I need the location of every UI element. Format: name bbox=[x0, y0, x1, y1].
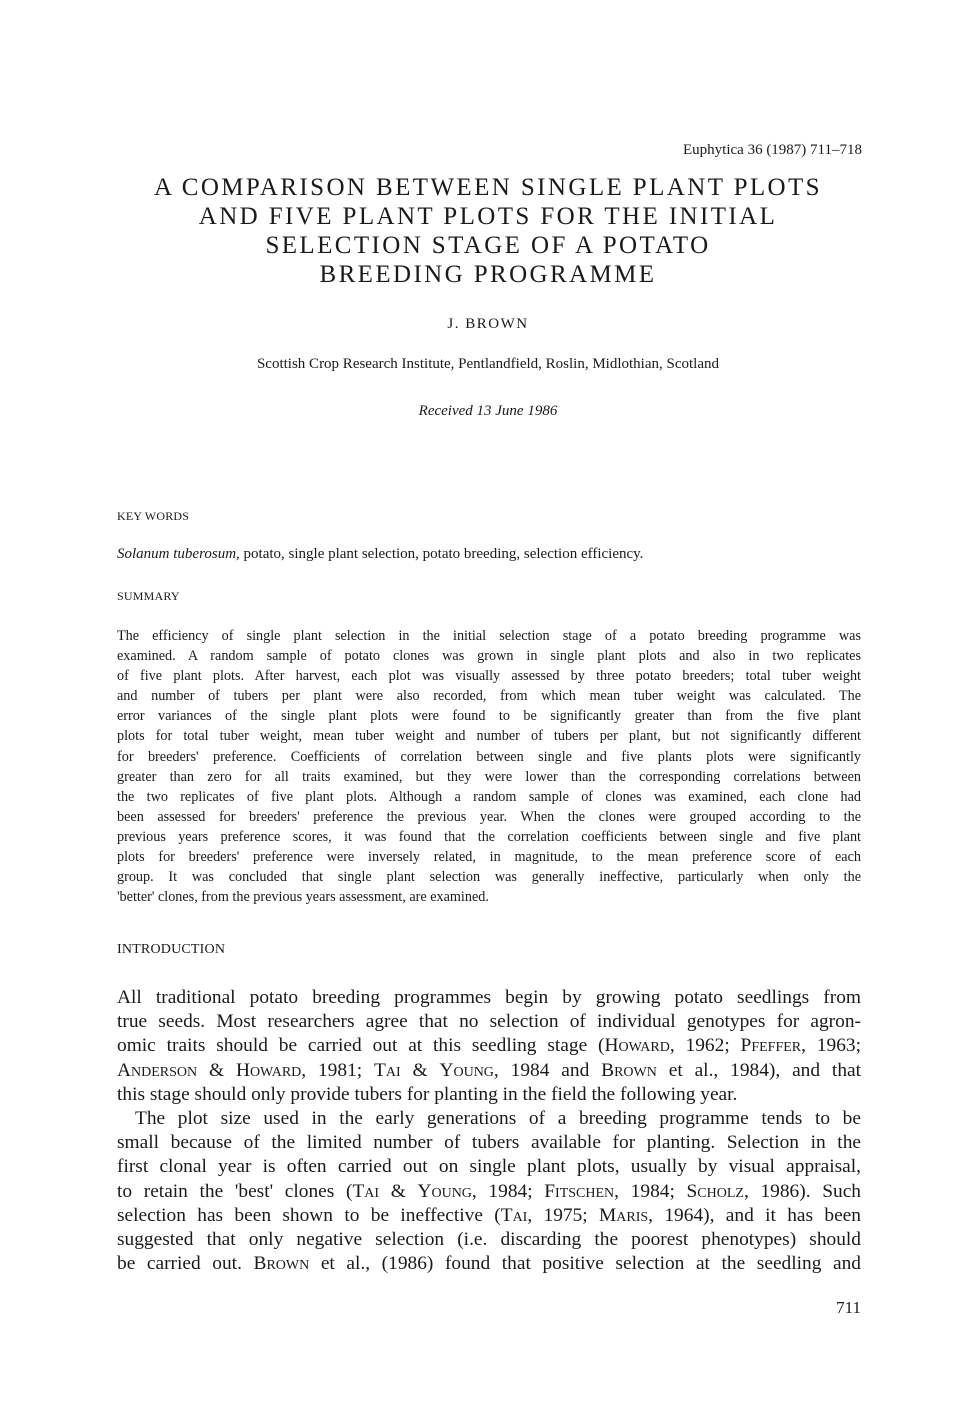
introduction-line bbox=[117, 1010, 861, 1034]
text-run: et al., (1986) found that positive selection at the seedling and bbox=[309, 1253, 861, 1275]
introduction-line bbox=[117, 1083, 861, 1107]
text-run: & bbox=[400, 1059, 440, 1081]
page-number: 711 bbox=[836, 1298, 861, 1317]
key-words bbox=[117, 546, 859, 563]
cited-author: Young bbox=[417, 1180, 472, 1202]
summary-heading: SUMMARY bbox=[117, 589, 180, 603]
text-run: All traditional potato breeding programmes begin by growing potato seedlings from bbox=[117, 987, 861, 1008]
summary-line: 'better' clones, from the previous years assessment, are examined. bbox=[117, 889, 489, 906]
introduction-line bbox=[117, 1204, 861, 1228]
introduction-line bbox=[117, 1155, 861, 1179]
introduction-line bbox=[117, 1059, 861, 1083]
title-line: SELECTION STAGE OF A POTATO bbox=[265, 232, 711, 259]
text-run: , 1981; bbox=[301, 1059, 375, 1081]
cited-author: Howard bbox=[604, 1035, 670, 1057]
text-run: , 1963; bbox=[801, 1035, 861, 1057]
introduction-line bbox=[117, 1180, 861, 1204]
text-run: , 1964), and it has been bbox=[648, 1204, 861, 1226]
text-run: true seeds. Most researchers agree that no selection of individual genotypes for agron- bbox=[117, 1011, 861, 1033]
key-words-heading: KEY WORDS bbox=[117, 509, 190, 523]
summary-line: for breeders' preference. Coefficients of correlation between single and five plants plots were significantly bbox=[117, 748, 861, 765]
text-run: , 1984 and bbox=[493, 1059, 602, 1081]
cited-author: Tai bbox=[374, 1059, 401, 1081]
key-words-species: Solanum tuberosum, bbox=[117, 546, 240, 562]
text-run: first clonal year is often carried out on single plant plots, usually by visual appraisal, bbox=[117, 1156, 861, 1178]
summary-line: error variances of the single plant plots were found to be significantly greater than from the five plant bbox=[117, 708, 861, 725]
affiliation: Scottish Crop Research Institute, Pentlandfield, Roslin, Midlothian, Scotland bbox=[256, 356, 720, 372]
summary-text bbox=[117, 626, 861, 907]
received-date: Received 13 June 1986 bbox=[418, 403, 558, 419]
text-run: et al., 1984), and that bbox=[656, 1059, 862, 1081]
paper-title bbox=[100, 173, 876, 289]
summary-line: group. It was concluded that single plant selection was generally ineffective, particularly when only the bbox=[117, 869, 861, 886]
text-run: suggested that only negative selection (i.e. discarding the poorest phenotypes) should bbox=[117, 1229, 861, 1251]
text-run: omic traits should be carried out at this seedling stage ( bbox=[117, 1035, 605, 1057]
text-run: this stage should only provide tubers for planting in the field the following year. bbox=[117, 1083, 738, 1105]
cited-author: Fitschen bbox=[544, 1180, 615, 1202]
text-run: The plot size used in the early generations of a breeding programme tends to be bbox=[135, 1108, 861, 1130]
text-run: selection has been shown to be ineffective ( bbox=[117, 1204, 501, 1226]
text-run: & bbox=[379, 1180, 418, 1202]
text-run: , 1975; bbox=[527, 1204, 600, 1226]
cited-author: Brown bbox=[601, 1059, 657, 1081]
author: J. BROWN bbox=[447, 316, 529, 332]
key-words-list: potato, single plant selection, potato breeding, selection efficiency. bbox=[239, 546, 644, 562]
summary-line: plots for breeders' preference were inversely related, in magnitude, to the mean preference score of each bbox=[117, 849, 861, 866]
summary-line: examined. A random sample of potato clones was grown in single plant plots and also in two replicates bbox=[117, 648, 861, 665]
summary-line: The efficiency of single plant selection in the initial selection stage of a potato breeding programme was bbox=[117, 628, 861, 644]
cited-author: Pfeffer bbox=[740, 1035, 802, 1057]
cited-author: Young bbox=[439, 1059, 494, 1081]
title-line: AND FIVE PLANT PLOTS FOR THE INITIAL bbox=[198, 203, 778, 230]
title-line: BREEDING PROGRAMME bbox=[319, 261, 657, 288]
title-line: A COMPARISON BETWEEN SINGLE PLANT PLOTS bbox=[154, 174, 822, 201]
summary-line: been assessed for breeders' preference the previous year. When the clones were grouped according to the bbox=[117, 808, 861, 825]
text-run: to retain the 'best' clones ( bbox=[117, 1180, 353, 1202]
cited-author: Anderson bbox=[117, 1059, 198, 1081]
cited-author: Tai bbox=[352, 1180, 380, 1202]
text-run: small because of the limited number of tubers available for planting. Selection in the bbox=[117, 1132, 861, 1154]
summary-line: and number of tubers per plant were also recorded, from which mean tuber weight was calculated. The bbox=[117, 688, 861, 705]
text-run: & bbox=[197, 1059, 236, 1081]
text-run: , 1984; bbox=[471, 1180, 545, 1202]
introduction-line bbox=[117, 1034, 861, 1058]
cited-author: Scholz bbox=[686, 1180, 744, 1202]
summary-line: of five plant plots. After harvest, each plot was visually assessed by three potato breeders; total tuber weight bbox=[117, 668, 861, 685]
cited-author: Howard bbox=[235, 1059, 302, 1081]
introduction-line bbox=[117, 1131, 861, 1155]
introduction-line bbox=[117, 1252, 861, 1276]
text-run: , 1986). Such bbox=[743, 1180, 862, 1202]
introduction-line bbox=[117, 1228, 861, 1252]
cited-author: Maris bbox=[599, 1204, 649, 1226]
introduction-text bbox=[117, 986, 861, 1276]
text-run: , 1962; bbox=[669, 1035, 741, 1057]
text-run: , 1984; bbox=[614, 1180, 687, 1202]
cited-author: Brown bbox=[253, 1253, 310, 1275]
summary-line: previous years preference scores, it was found that the correlation coefficients between single and five plant bbox=[117, 828, 861, 845]
introduction-heading: INTRODUCTION bbox=[117, 942, 226, 957]
summary-line: the two replicates of five plant plots. Although a random sample of clones was examined, each clone had bbox=[117, 788, 861, 805]
journal-reference: Euphytica 36 (1987) 711–718 bbox=[683, 142, 862, 158]
cited-author: Tai bbox=[500, 1204, 528, 1226]
introduction-line bbox=[117, 1107, 861, 1131]
text-run: be carried out. bbox=[117, 1253, 254, 1275]
summary-line: plots for total tuber weight, mean tuber weight and number of tubers per plant, but not significantly different bbox=[117, 728, 861, 745]
introduction-line bbox=[117, 986, 861, 1010]
summary-line: greater than zero for all traits examined, but they were lower than the corresponding correlations between bbox=[117, 768, 861, 785]
